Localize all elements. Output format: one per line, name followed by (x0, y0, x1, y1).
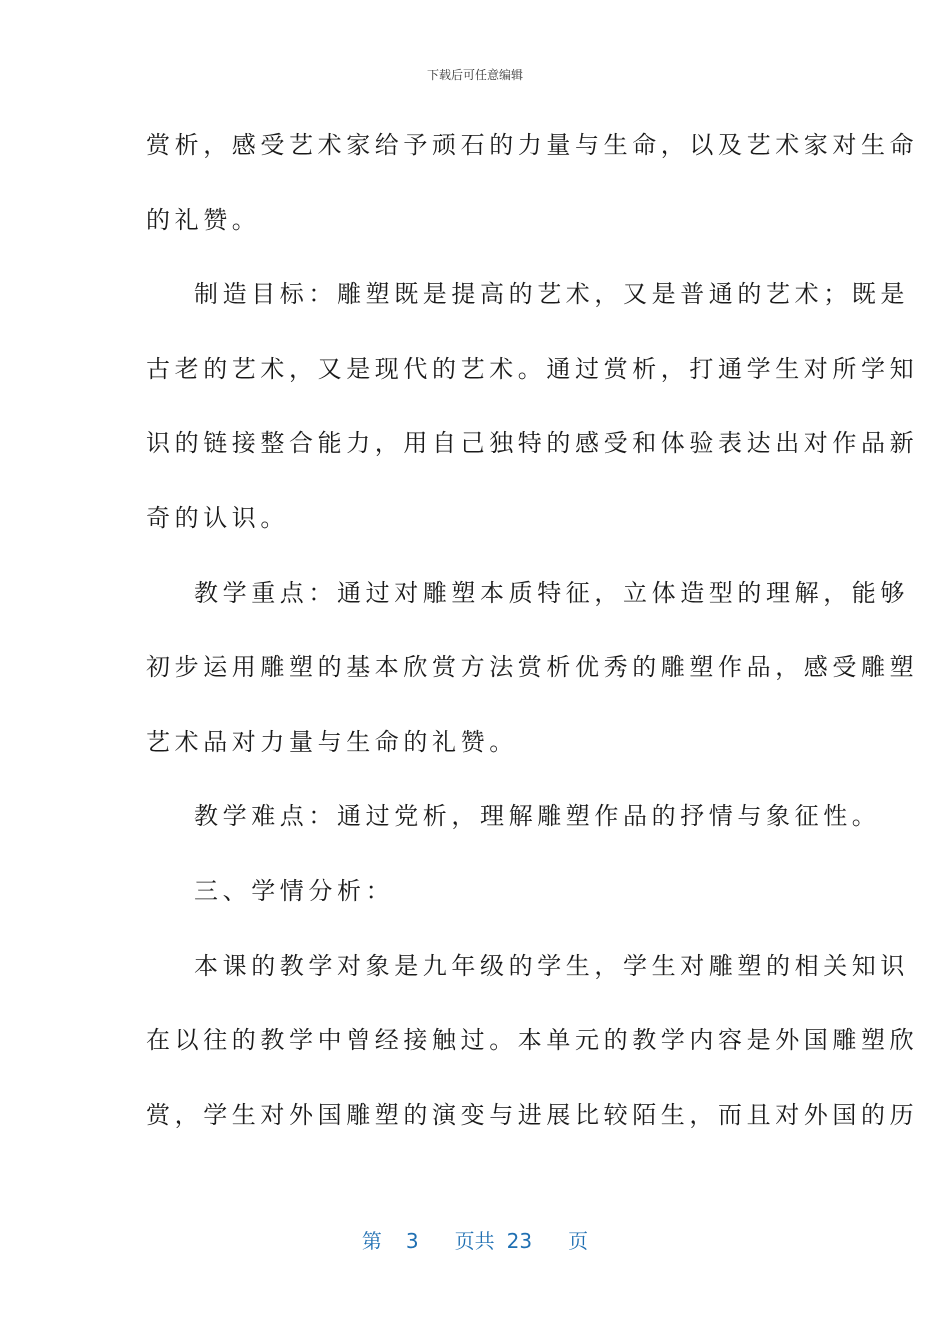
footer-prefix: 第 (361, 1229, 382, 1253)
page-header-note: 下载后可任意编辑 (426, 68, 523, 82)
text-line-6: 奇的认识。 (146, 503, 289, 532)
document-body (146, 118, 919, 1162)
text-line-3: 制造目标：雕塑既是提高的艺术，又是普通的艺术；既是 (194, 280, 909, 309)
text-line-5: 识的链接整合能力，用自己独特的感受和体验表达出对作品新 (146, 429, 919, 458)
text-line-14: 赏，学生对外国雕塑的演变与进展比较陌生，而且对外国的历 (146, 1100, 919, 1129)
text-line-12: 本课的教学对象是九年级的学生，学生对雕塑的相关知识 (194, 951, 909, 980)
page-number-footer (0, 1225, 950, 1254)
text-line-1: 赏析，感受艺术家给予顽石的力量与生命，以及艺术家对生命 (146, 131, 919, 159)
text-line-9: 艺术品对力量与生命的礼赞。 (146, 727, 518, 756)
text-line-7: 教学重点：通过对雕塑本质特征，立体造型的理解，能够 (194, 578, 909, 607)
text-line-2: 的礼赞。 (146, 205, 261, 234)
text-line-10: 教学难点：通过党析，理解雕塑作品的抒情与象征性。 (194, 802, 881, 831)
footer-total-pages: 23 (506, 1229, 533, 1253)
footer-page-number: 3 (405, 1229, 419, 1253)
text-line-11: 三、学情分析： (194, 876, 395, 905)
footer-middle: 页共 (454, 1229, 495, 1253)
text-line-8: 初步运用雕塑的基本欣赏方法赏析优秀的雕塑作品，感受雕塑 (146, 653, 919, 682)
footer-suffix: 页 (568, 1229, 589, 1253)
text-line-4: 古老的艺术，又是现代的艺术。通过赏析，打通学生对所学知 (146, 354, 919, 383)
text-line-13: 在以往的教学中曾经接触过。本单元的教学内容是外国雕塑欣 (146, 1026, 919, 1055)
